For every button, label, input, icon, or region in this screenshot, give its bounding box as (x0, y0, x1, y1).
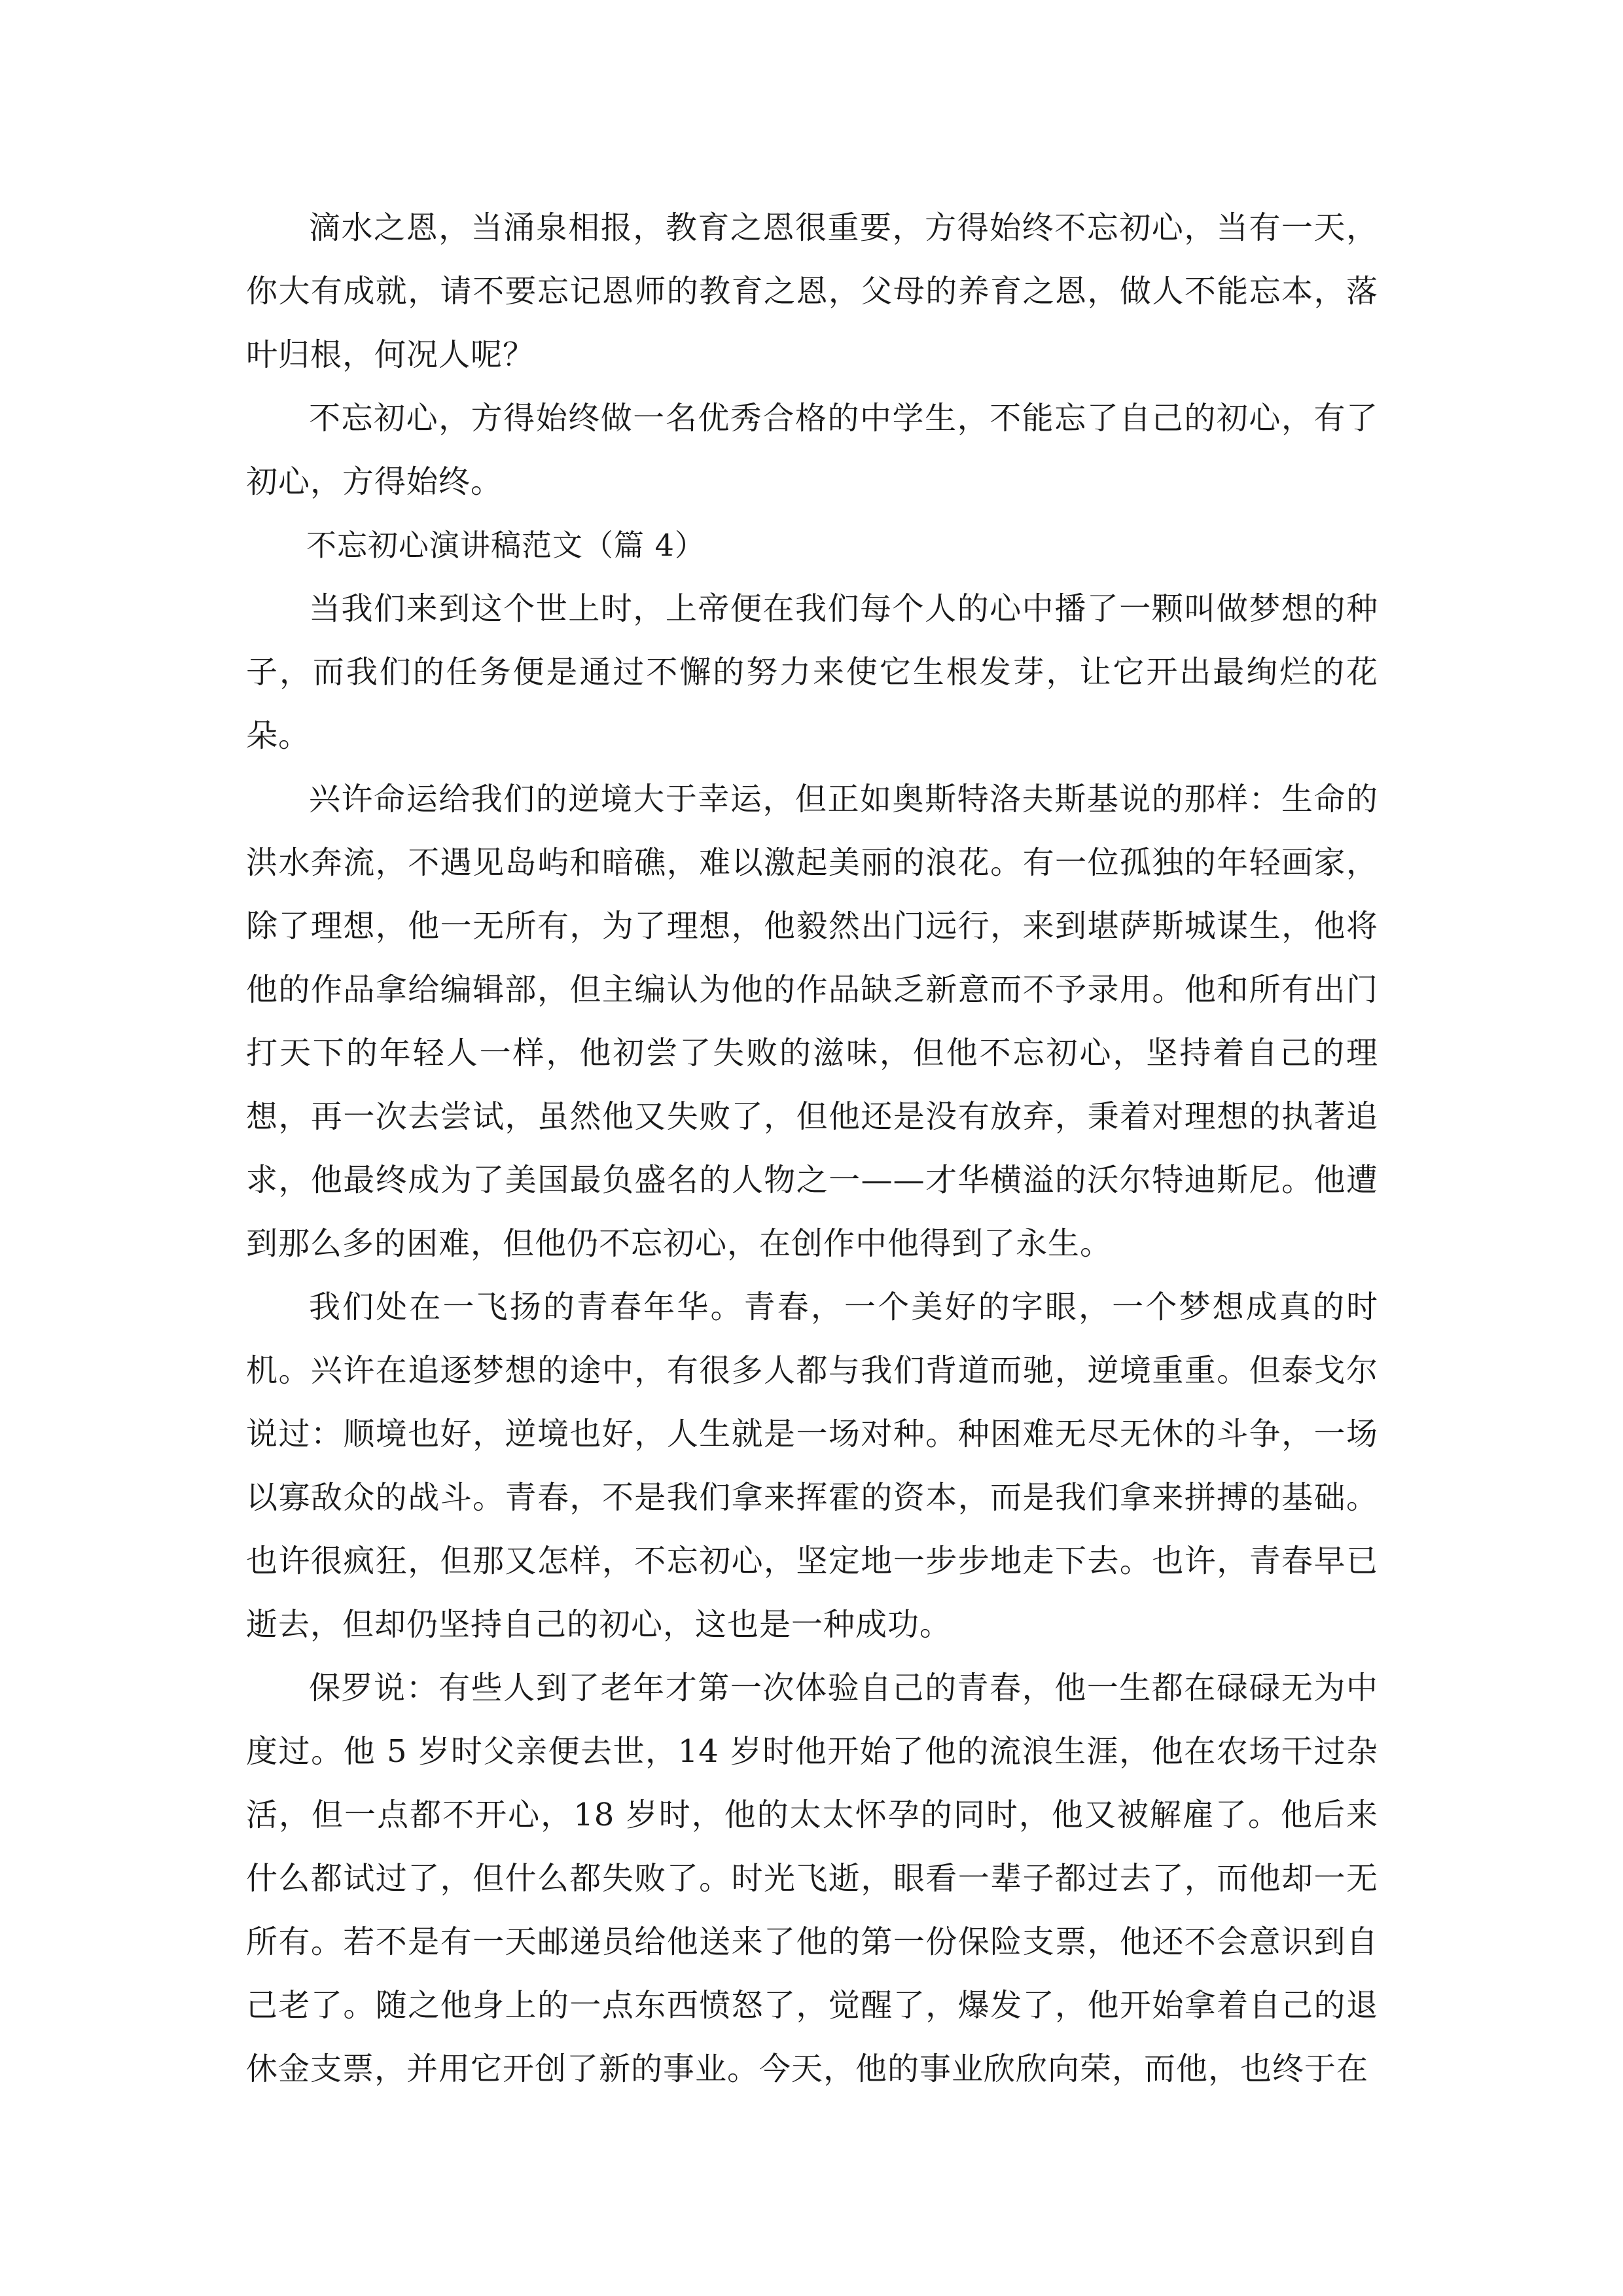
section-title: 不忘初心演讲稿范文（篇 4） (306, 528, 705, 563)
paragraph-original-intention: 不忘初心，方得始终做一名优秀合格的中学生，不能忘了自己的初心，有了初心，方得始终。 (246, 400, 1378, 500)
document-page (246, 196, 1378, 2101)
paragraph-youth: 我们处在一飞扬的青春年华。青春，一个美好的字眼，一个梦想成真的时机。兴许在追逐梦想的途中，有很多人都与我们背道而驰，逆境重重。但泰戈尔说过：顺境也好，逆境也好，人生就是一场对种。种困难无尽无休的斗争，一场以寡敌众的战斗。青春，不是我们拿来挥霍的资本，而是我们拿来拼搏的基础。也许很疯狂，但那又怎样，不忘初心，坚定地一步步地走下去。也许，青春早已逝去，但却仍坚持自己的初心，这也是一种成功。 (246, 1289, 1378, 1643)
paragraph-walt-disney: 兴许命运给我们的逆境大于幸运，但正如奥斯特洛夫斯基说的那样：生命的洪水奔流，不遇见岛屿和暗礁，难以激起美丽的浪花。有一位孤独的年轻画家，除了理想，他一无所有，为了理想，他毅然出门远行，来到堪萨斯城谋生，他将他的作品拿给编辑部，但主编认为他的作品缺乏新意而不予录用。他和所有出门打天下的年轻人一样，他初尝了失败的滋味，但他不忘初心，坚持着自己的理想，再一次去尝试，虽然他又失败了，但他还是没有放弃，秉着对理想的执著追求，他最终成为了美国最负盛名的人物之一——才华横溢的沃尔特迪斯尼。他遭到那么多的困难，但他仍不忘初心，在创作中他得到了永生。 (246, 781, 1378, 1262)
paragraph-paul: 保罗说：有些人到了老年才第一次体验自己的青春，他一生都在碌碌无为中度过。他 5 岁时父亲便去世，14 岁时他开始了他的流浪生涯，他在农场干过杂活，但一点都不开心，18 岁时，他的太太怀孕的同时，他又被解雇了。他后来什么都试过了，但什么都失败了。时光飞逝，眼看一辈子都过去了，而他却一无所有。若不是有一天邮递员给他送来了他的第一份保险支票，他还不会意识到自己老了。随之他身上的一点东西愤怒了，觉醒了，爆发了，他开始拿着自己的退休金支票，并用它开创了新的事业。今天，他的事业欣欣向荣，而他，也终于在 (246, 1670, 1378, 2087)
paragraph-dream-seed: 当我们来到这个世上时，上帝便在我们每个人的心中播了一颗叫做梦想的种子，而我们的任务便是通过不懈的努力来使它生根发芽，让它开出最绚烂的花朵。 (246, 590, 1378, 754)
paragraph-gratitude: 滴水之恩，当涌泉相报，教育之恩很重要，方得始终不忘初心，当有一天，你大有成就，请不要忘记恩师的教育之恩，父母的养育之恩，做人不能忘本，落叶归根，何况人呢？ (246, 209, 1378, 373)
